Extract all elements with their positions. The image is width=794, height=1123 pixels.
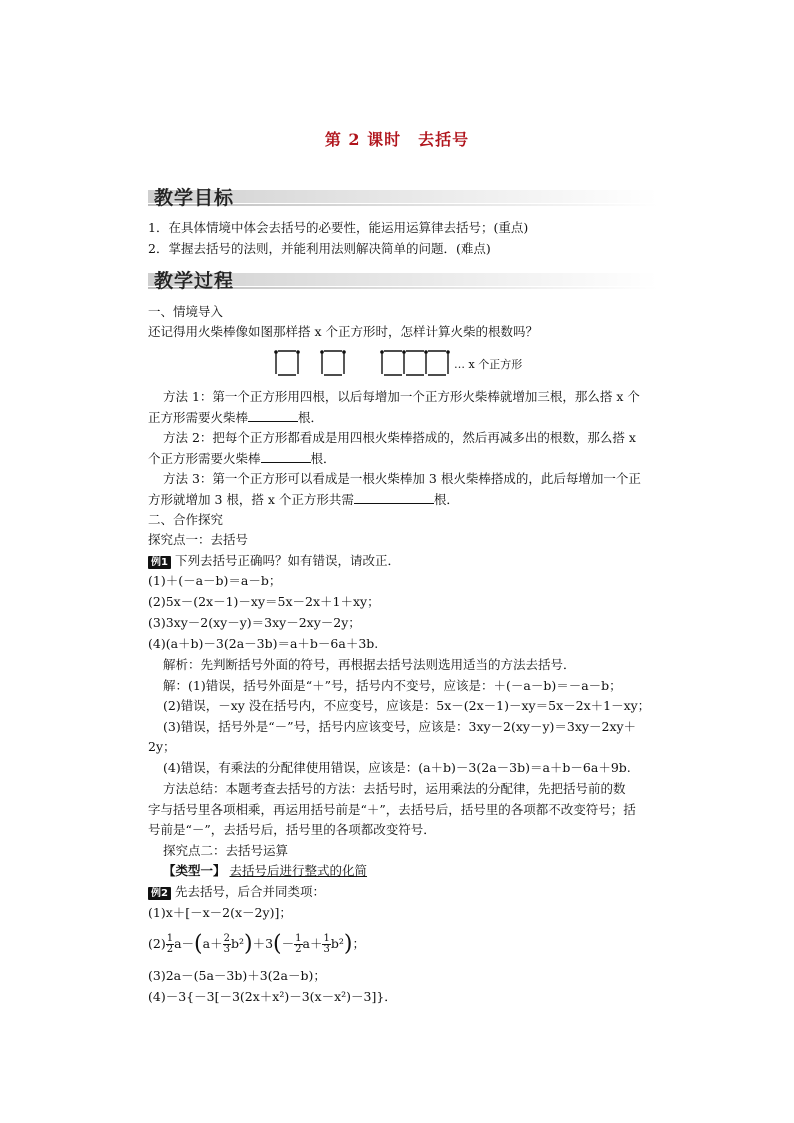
example1-item-4: (4)(a＋b)－3(2a－3b)＝a＋b－6a＋3b. — [148, 636, 379, 651]
example1-item-1: (1)＋(－a－b)＝a－b； — [148, 573, 282, 588]
method1-line2: 正方形需要火柴棒 根． — [148, 410, 324, 425]
matchstick-squares-graphic — [270, 348, 570, 378]
part2-heading: 二、合作探究 — [148, 512, 224, 527]
method2-line1: 方法 2：把每个正方形都看成是用四根火柴棒搭成的，然后再减多出的根数，那么搭 x — [163, 430, 636, 445]
example1-prompt: 例1 下列去括号正确吗？如有错误，请改正． — [148, 552, 400, 570]
summary-line-3: 号前是“－”，去括号后，括号里的各项都改变符号． — [148, 822, 436, 837]
method2-line2: 个正方形需要火柴棒 根． — [148, 451, 336, 466]
type1-text: 去括号后进行整式的化简 — [229, 863, 368, 878]
point1-heading: 探究点一：去括号 — [148, 532, 249, 547]
section-banner-goals — [148, 183, 658, 209]
solution-3a: (3)错误，括号外是“－”号，括号内应该变号，应该是：3xy－2(xy－y)＝3xy－2xy＋ — [163, 719, 637, 734]
matchstick-figure — [270, 348, 570, 378]
point2-heading: 探究点二：去括号运算 — [163, 843, 289, 858]
example1-item-3: (3)3xy－2(xy－y)＝3xy－2xy－2y； — [148, 615, 361, 630]
part1-question: 还记得用火柴棒像如图那样搭 x 个正方形时，怎样计算火柴的根数吗？ — [148, 324, 538, 339]
section-banner-process — [148, 266, 658, 292]
summary-line-1: 方法总结：本题考查去括号的方法：去括号时，运用乘法的分配律，先把括号前的数 — [163, 781, 626, 796]
example2-badge: 例2 — [148, 887, 171, 900]
analysis-text: 解析：先判断括号外面的符号，再根据去括号法则选用适当的方法去括号． — [163, 657, 576, 672]
example1-badge: 例1 — [148, 556, 171, 569]
solution-4: (4)错误，有乘法的分配律使用错误，应该是：(a＋b)－3(2a－3b)＝a＋b－6a＋9b. — [163, 760, 631, 775]
solution-2: (2)错误，－xy 没在括号内，不应变号，应该是：5x－(2x－1)－xy＝5x－2x＋1－xy； — [163, 698, 651, 713]
part1-heading: 一、情境导入 — [148, 304, 224, 319]
solution-1: 解：(1)错误，括号外面是“＋”号，括号内不变号，应该是：＋(－a－b)＝－a－b； — [163, 678, 622, 693]
example2-item-3: (3)2a－(5a－3b)＋3(2a－b)； — [148, 968, 326, 983]
goal-item-1: 1．在具体情境中体会去括号的必要性，能运用运算律去括号；(重点) — [148, 220, 529, 235]
example1-item-2: (2)5x－(2x－1)－xy＝5x－2x＋1＋xy； — [148, 594, 380, 609]
type1-label: 【类型一】 — [163, 863, 226, 878]
section-title-goals: 教学目标 — [154, 187, 235, 209]
answer-blank-3[interactable] — [354, 490, 434, 504]
type1-heading — [163, 862, 367, 880]
summary-line-2: 字与括号里各项相乘，再运用括号前是“＋”，去括号后，括号里的各项都不改变符号；括 — [148, 802, 636, 817]
solution-3b: 2y； — [148, 739, 176, 754]
method1-line1: 方法 1：第一个正方形用四根，以后每增加一个正方形火柴棒就增加三根，那么搭 x 个 — [163, 389, 640, 404]
example2-prompt: 例2 先去括号，后合并同类项： — [148, 883, 325, 901]
example2-item-4: (4)－3{－3[－3(2x＋x²)－3(x－x²)－3]}． — [148, 989, 397, 1004]
section-title-process: 教学过程 — [154, 270, 235, 292]
figure-caption: … x 个正方形 — [454, 358, 523, 371]
answer-blank-1[interactable] — [248, 408, 298, 422]
method3-line2: 方形就增加 3 根，搭 x 个正方形共需 根． — [148, 492, 459, 507]
example2-item-1: (1)x＋[－x－2(x－2y)]； — [148, 905, 292, 920]
page-title: 第 2 课时 去括号 — [324, 130, 470, 149]
method3-line1: 方法 3：第一个正方形可以看成是一根火柴棒加 3 根火柴棒搭成的，此后每增加一个正 — [163, 471, 641, 486]
example2-item-2: (2) $\frac{1}{2}$ a－(a＋ $\frac{2}{3}$ b²)＋3(－ $\frac{1}{2}$ a＋ $\frac{1}{3}$ b²)； — [148, 931, 365, 957]
answer-blank-2[interactable] — [261, 449, 311, 463]
goal-item-2: 2．掌握去括号的法则，并能利用法则解决简单的问题．(难点) — [148, 241, 491, 256]
